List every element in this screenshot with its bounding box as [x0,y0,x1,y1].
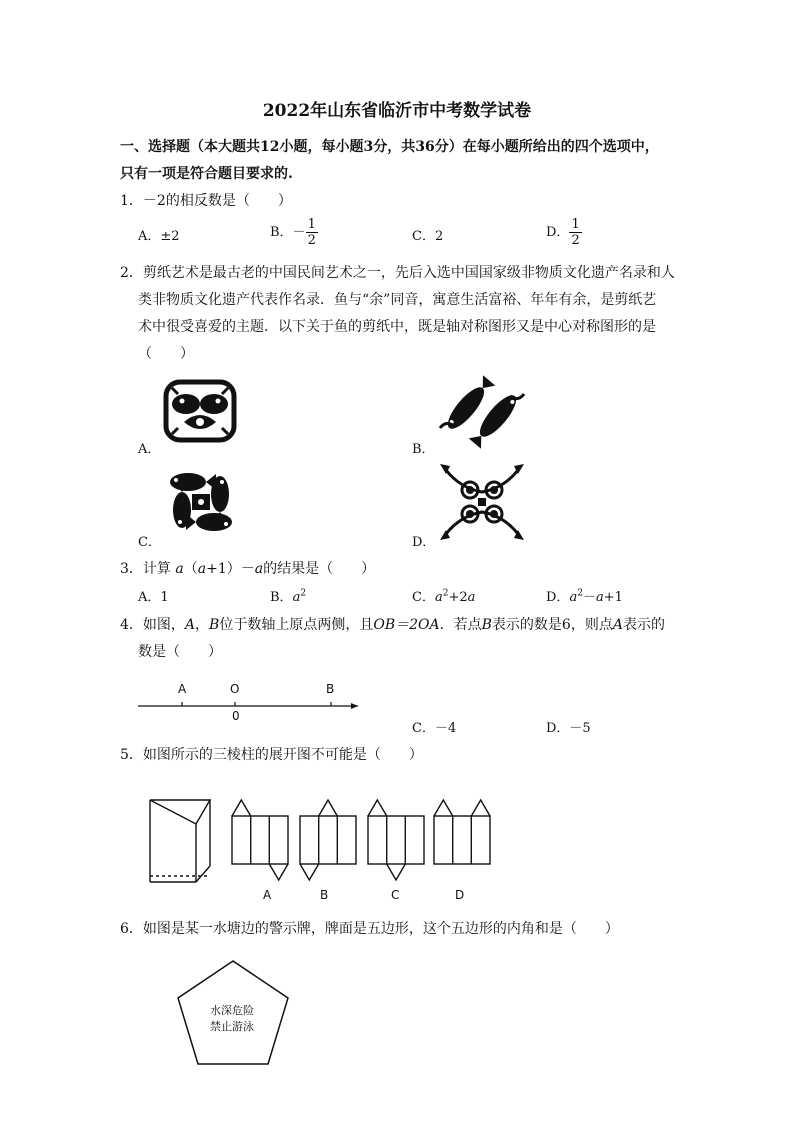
sign-text-line1: 水深危险 [210,1004,254,1017]
section-header-line1: 一、选择题（本大题共12小题，每小题3分，共36分）在每小题所给出的四个选项中， [120,139,659,155]
axis-label-o: O [230,682,240,696]
net-label-d: D [455,888,465,902]
q4-option-d: D．－5 [546,721,591,736]
q4-text: 表示的数是6，则点 [491,617,613,633]
q3-stem-part: 3．计算 [120,561,171,577]
q4-var: B [209,617,220,633]
q3-option-b [270,586,306,605]
exponent: 2 [442,588,449,599]
question-2-line4: （ ） [138,346,194,362]
q1-option-b-prefix: B．－ [270,225,306,240]
question-6-stem: 6．如图是某一水塘边的警示牌，牌面是五边形，这个五边形的内角和是（ ） [120,921,619,937]
q4-text: ．若点 [439,617,482,633]
q3-var-a: a [197,561,207,577]
q4-text: 4．如图， [120,617,185,633]
net-label-b: B [320,888,329,902]
q3-option-d [546,586,623,605]
fraction-denominator: 2 [307,233,316,248]
question-2-line2: 类非物质文化遗产代表作名录．鱼与“余”同音，寓意生活富裕、年年有余，是剪纸艺 [138,292,657,308]
var: a [467,590,476,605]
net-label-c: C [391,888,400,902]
q4-var: A [184,617,196,633]
q1-option-b [270,217,318,248]
net-option-b-figure [296,796,360,882]
exponent: 2 [577,588,583,599]
expr-part: +1 [603,590,623,605]
net-label-a: A [263,888,272,902]
fraction-denominator: 2 [571,233,580,248]
fraction-numerator: 1 [307,217,316,232]
q2-option-d-label: D． [412,535,436,550]
question-3-stem [120,558,375,578]
page-title: 2022年山东省临沂市中考数学试卷 [262,101,532,121]
q4-var: A [612,617,623,633]
question-4-line1 [120,614,665,634]
var: a [569,590,578,605]
papercut-fish-b-image [436,372,528,450]
option-prefix: B． [270,590,293,605]
papercut-fish-c-image [162,462,240,542]
q3-option-c [412,586,475,605]
option-prefix: C． [412,590,435,605]
papercut-fish-d-image [436,460,528,544]
q1-option-d-prefix: D． [546,225,570,240]
q1-option-d-fraction [569,217,581,248]
expr-part: － [582,590,596,605]
q2-option-b-label: B． [412,442,435,457]
question-2-line1: 2．剪纸艺术是最古老的中国民间艺术之一，先后入选中国国家级非物质文化遗产名录和人 [120,265,675,281]
q4-equation: OB＝2OA [373,617,440,633]
q3-option-a: A．1 [138,590,169,605]
triangular-prism-figure [148,796,218,888]
option-prefix: D． [546,590,570,605]
q1-option-d [546,217,582,248]
axis-arrow-icon [351,703,358,709]
q4-text: 位于数轴上原点两侧，且 [219,617,374,633]
var: a [595,590,604,605]
q4-option-c: C．－4 [412,721,457,736]
q4-var: B [481,617,492,633]
question-5-stem: 5．如图所示的三棱柱的展开图不可能是（ ） [120,747,423,763]
net-option-c-figure [364,796,428,882]
q3-stem-part: （ [183,561,198,577]
sign-text-line2: 禁止游泳 [210,1020,254,1033]
section-header-line2: 只有一项是符合题目要求的. [120,166,293,182]
var: a [292,590,301,605]
q1-option-c: C．2 [412,229,444,244]
var: a [434,590,443,605]
net-option-d-figure [430,796,494,882]
q1-option-a: A．±2 [138,229,180,244]
axis-label-b: B [326,682,335,696]
q3-var-a: a [254,561,264,577]
expr-part: +2 [448,590,468,605]
axis-label-zero: 0 [232,709,240,723]
q2-option-c-label: C． [138,535,161,550]
q3-var-a: a [175,561,184,577]
q3-stem-part: +1）－ [206,561,255,577]
q4-text: 表示的 [622,617,665,633]
fraction-numerator: 1 [571,217,580,232]
question-1-stem: 1．－2的相反数是（ ） [120,193,292,209]
axis-label-a: A [178,682,187,696]
q4-text: ， [195,617,210,633]
q1-option-b-fraction [306,217,318,248]
question-2-line3: 术中很受喜爱的主题．以下关于鱼的剪纸中，既是轴对称图形又是中心对称图形的是 [138,319,656,335]
papercut-fish-a-image [162,378,238,444]
exponent: 2 [300,588,307,599]
net-option-a-figure [228,796,292,882]
q2-option-a-label: A． [138,442,161,457]
question-4-line2: 数是（ ） [138,644,222,660]
q3-stem-part: 的结果是（ ） [263,561,376,577]
